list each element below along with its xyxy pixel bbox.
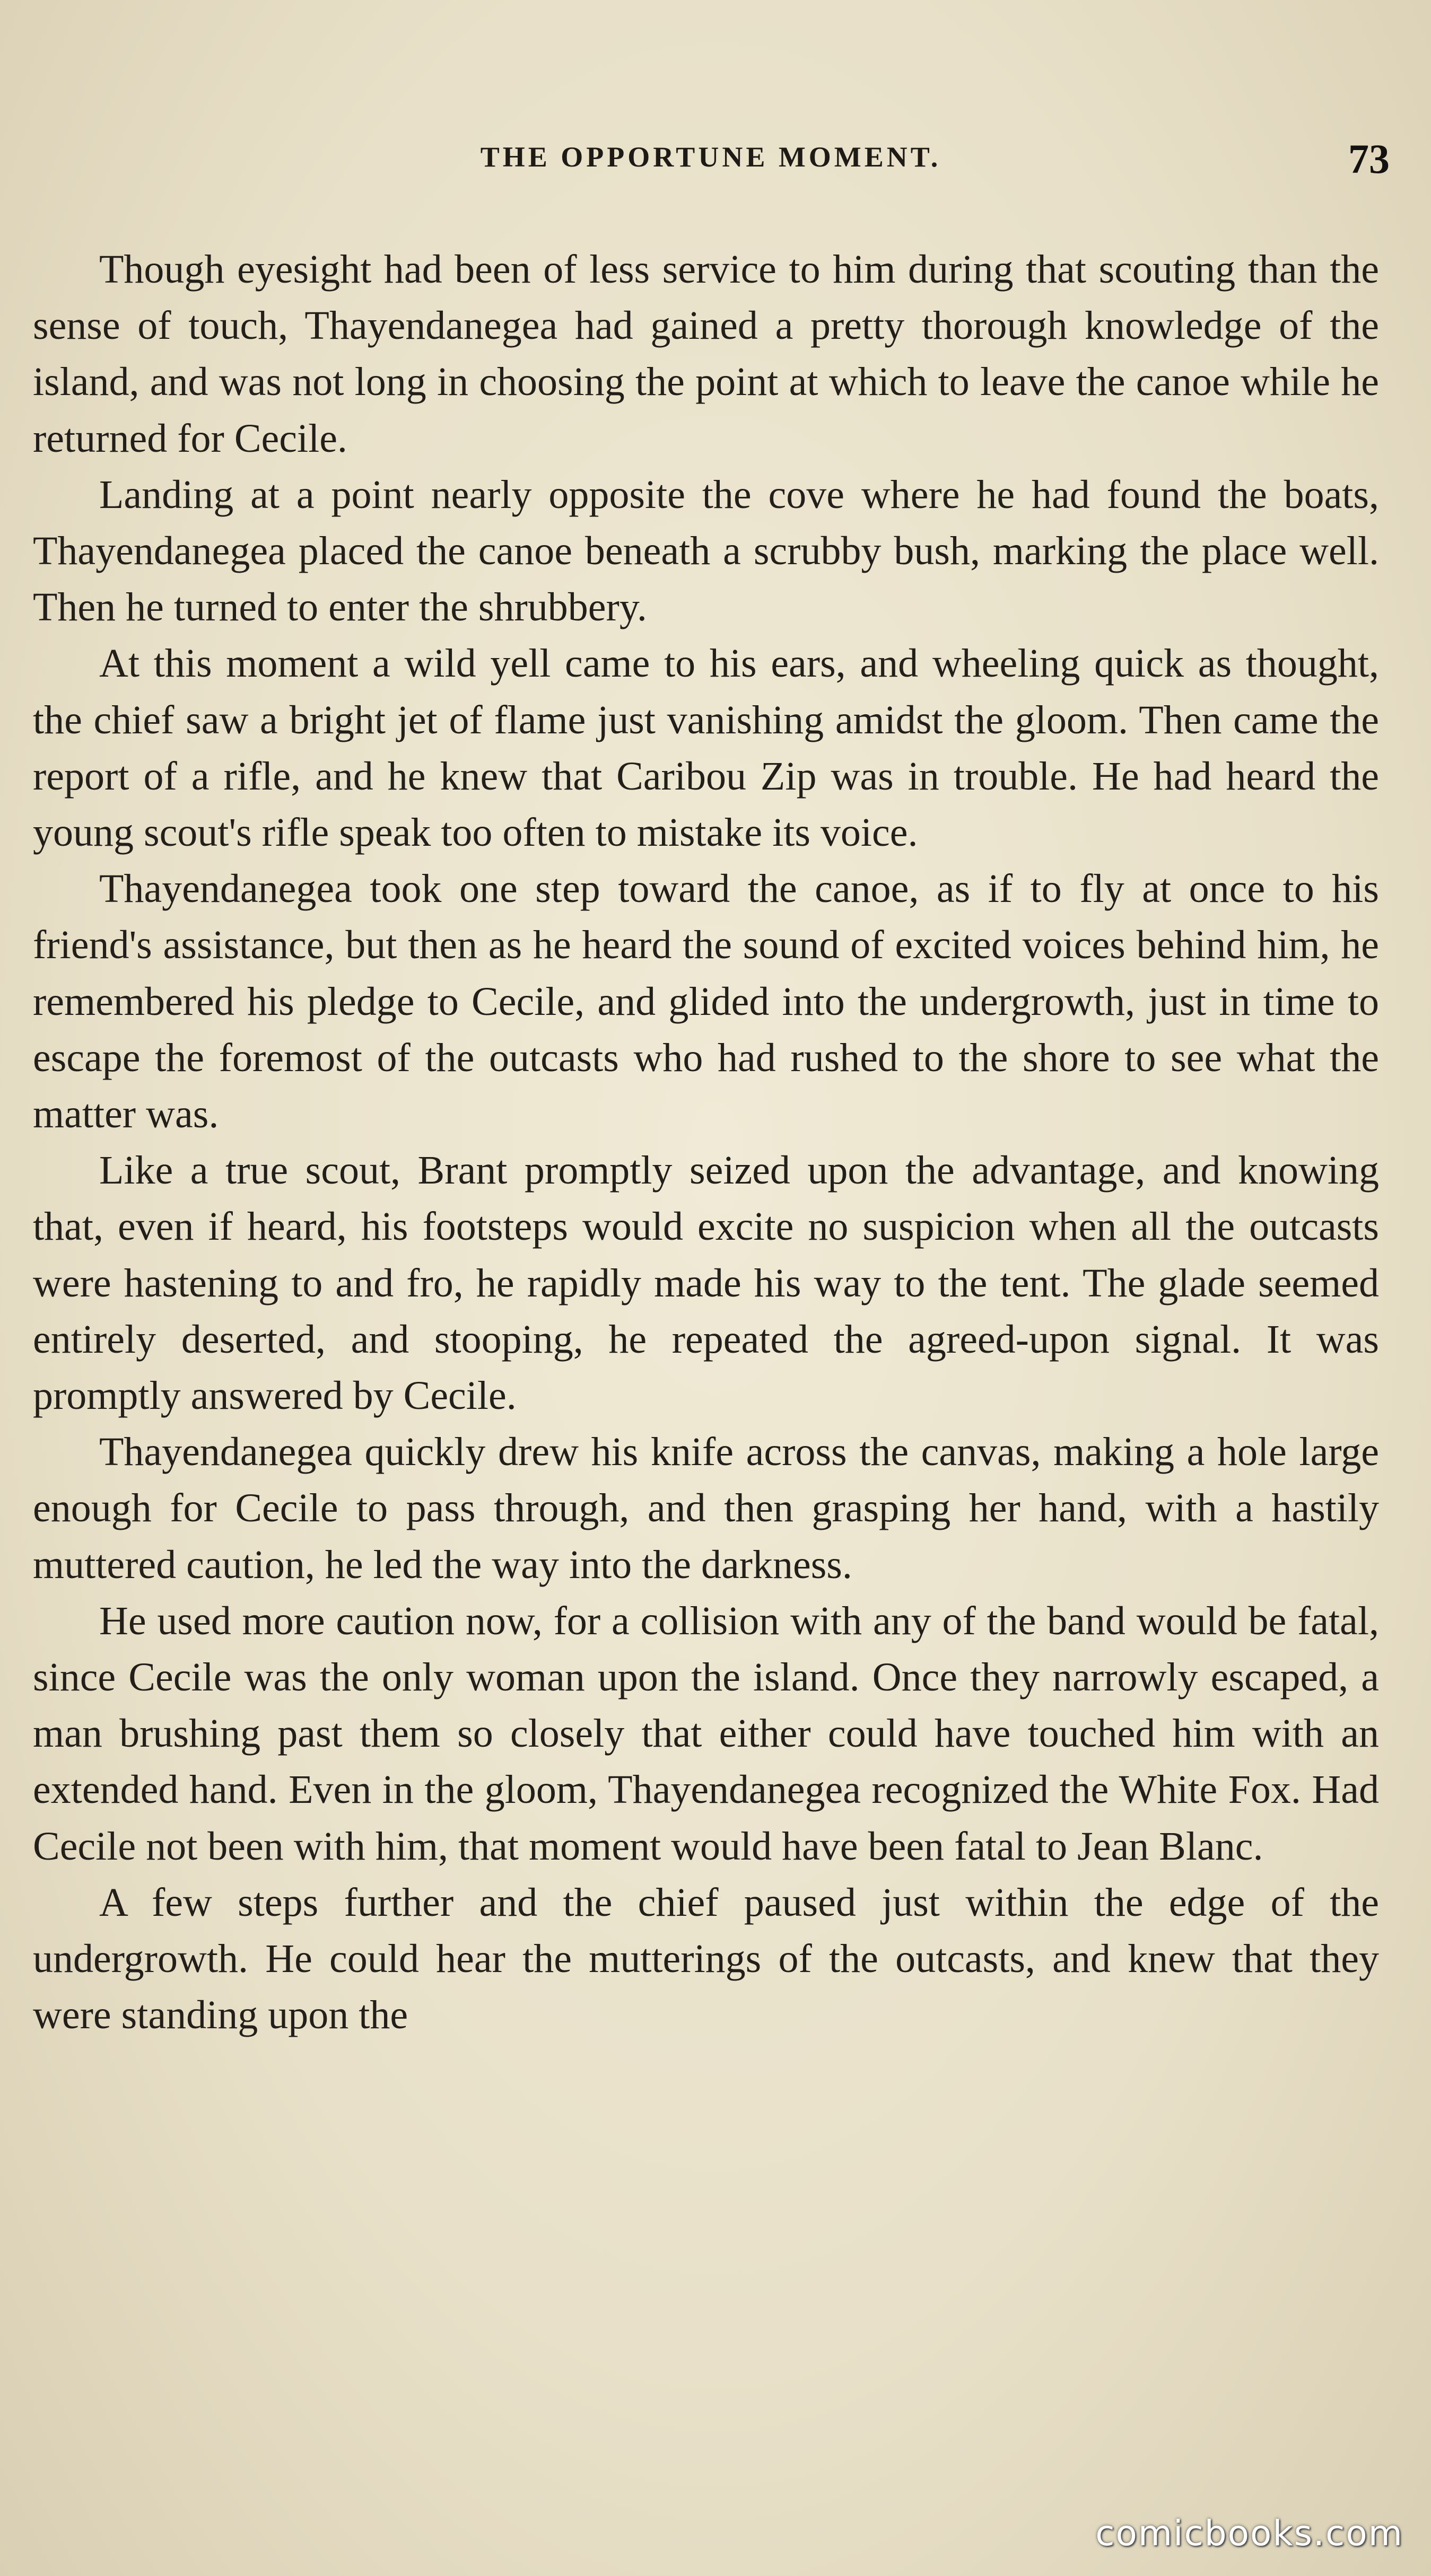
body-text	[33, 241, 1379, 2044]
paragraph-3: At this moment a wild yell came to his ears, and wheeling quick as thought, the chief saw a bright jet of flame just vanishing amidst the gloom. Then came the report of a rifle, and he knew that Caribou Zip was in trouble. He had heard the young scout's rifle speak too often to mistake its voice.	[33, 641, 1379, 855]
paragraph-8: A few steps further and the chief paused just within the edge of the undergrowth. He could hear the mutterings of the outcasts, and knew that they were standing upon the	[33, 1880, 1379, 2038]
paragraph-2: Landing at a point nearly opposite the cove where he had found the boats, Thayendanegea placed the canoe beneath a scrubby bush, marking the place well. Then he turned to enter the shrubbery.	[33, 472, 1379, 630]
paragraph-7: He used more caution now, for a collision with any of the band would be fatal, since Cecile was the only woman upon the island. Once they narrowly escaped, a man brushing past them so closely that either could have touched him with an extended hand. Even in the gloom, Thayendanegea recognized the White Fox. Had Cecile not been with him, that moment would have been fatal to Jean Blanc.	[33, 1598, 1379, 1869]
paragraph-5: Like a true scout, Brant promptly seized upon the advantage, and knowing that, even if heard, his footsteps would excite no suspicion when all the outcasts were hastening to and fro, he rapidly made his way to the tent. The glade seemed entirely deserted, and stooping, he repeated the agreed-upon signal. It was promptly answered by Cecile.	[33, 1148, 1379, 1418]
running-title: THE OPPORTUNE MOMENT.	[480, 141, 941, 173]
paragraph-6: Thayendanegea quickly drew his knife across the canvas, making a hole large enough for Cecile to pass through, and then grasping her hand, with a hastily muttered caution, he led the way into the darkness.	[33, 1430, 1379, 1587]
paragraph-4: Thayendanegea took one step toward the canoe, as if to fly at once to his friend's assistance, but then as he heard the sound of excited voices behind him, he remembered his pledge to Cecile, and glided into the undergrowth, just in time to escape the foremost of the outcasts who had rushed to the shore to see what the matter was.	[33, 866, 1379, 1137]
paragraph-1: Though eyesight had been of less service to him during that scouting than the sense of touch, Thayendanegea had gained a pretty thorough knowledge of the island, and was not long in choosing the point at which to leave the canoe while he returned for Cecile.	[33, 247, 1379, 461]
watermark: comicbooks.com	[1095, 2513, 1403, 2554]
page-header	[32, 135, 1390, 183]
page-number: 73	[1348, 136, 1390, 182]
